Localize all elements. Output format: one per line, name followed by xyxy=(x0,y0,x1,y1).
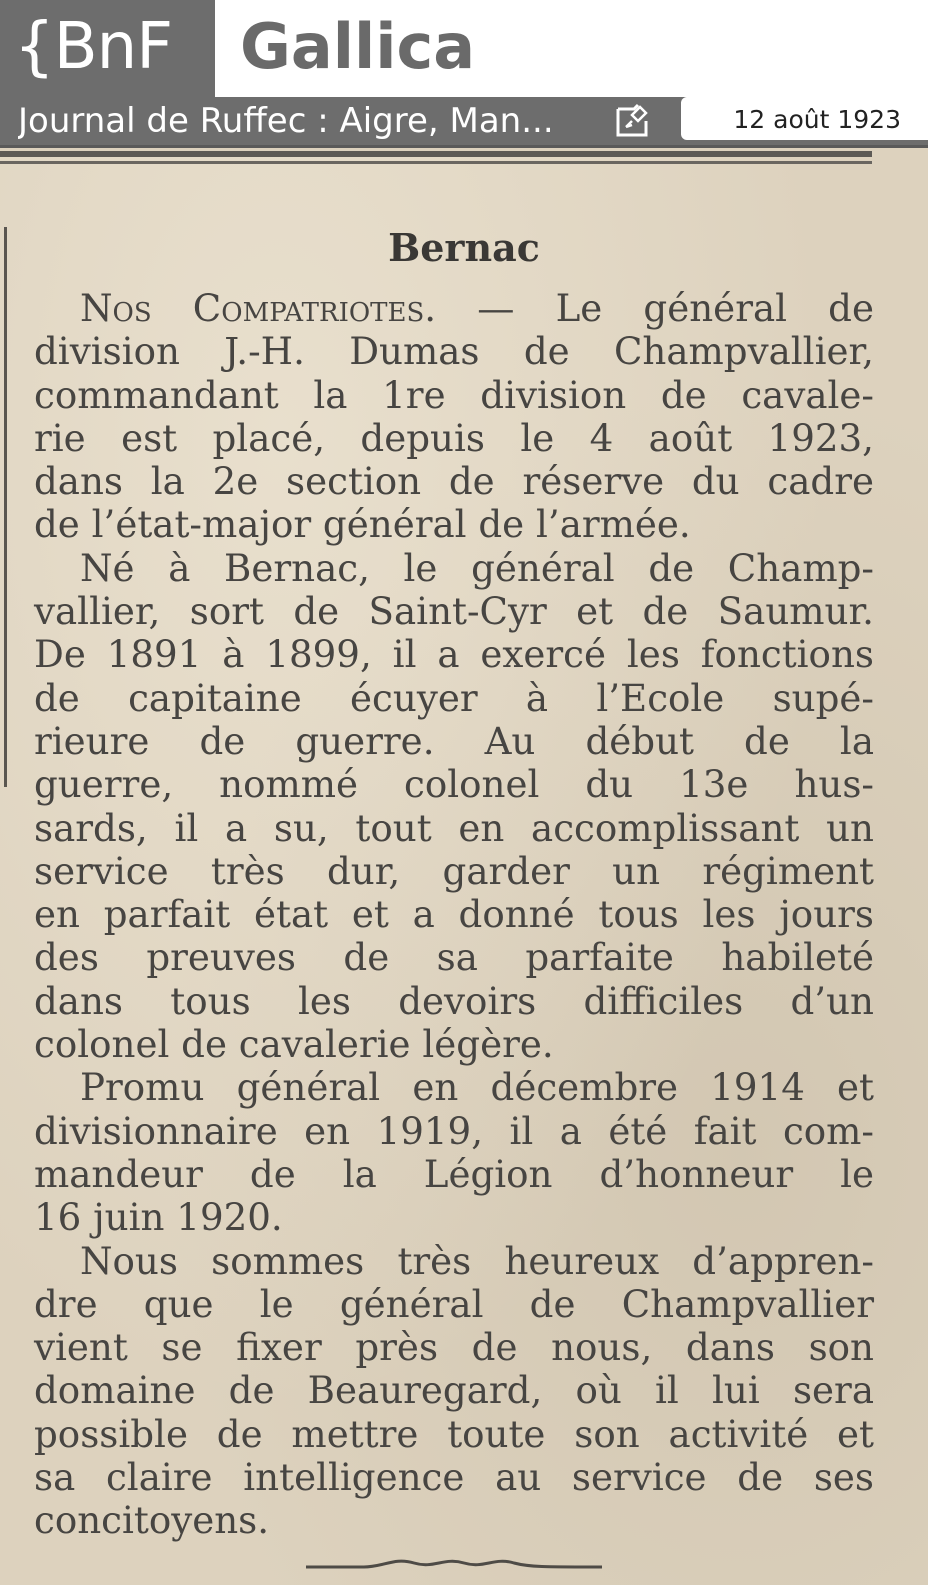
bnf-logo[interactable] xyxy=(0,0,215,97)
app-header xyxy=(0,0,928,97)
article-line: dans la 2e section de réserve du cadre xyxy=(34,459,874,504)
column-rule-top xyxy=(0,151,872,157)
article-line: dans tous les devoirs difficiles d’un xyxy=(34,978,874,1023)
article-line: possible de mettre toute son activité et xyxy=(34,1411,874,1456)
issue-date-selector[interactable] xyxy=(681,97,928,140)
article-paragraph xyxy=(34,1066,874,1239)
share-edit-icon[interactable] xyxy=(612,101,652,141)
article-line: rieure de guerre. Au début de la xyxy=(34,718,874,763)
article-paragraph xyxy=(34,1240,874,1543)
article-line: colonel de cavalerie légère. xyxy=(34,1022,554,1067)
document-title[interactable]: Journal de Ruffec : Aigre, Man... xyxy=(18,101,554,141)
app-title: Gallica xyxy=(240,10,476,83)
article-line: sards, il a su, tout en accomplissant un xyxy=(34,805,874,850)
article-line-rest: — Le général de xyxy=(436,286,874,330)
article-line: division J.-H. Dumas de Champvallier, xyxy=(34,329,874,374)
article-line: de capitaine écuyer à l’Ecole supé- xyxy=(34,675,874,720)
article-line: en parfait état et a donné tous les jours xyxy=(34,892,874,937)
article-body xyxy=(34,287,874,1543)
article-line: vallier, sort de Saint-Cyr et de Saumur. xyxy=(34,589,874,634)
article-line: rie est placé, depuis le 4 août 1923, xyxy=(34,415,874,460)
document-title-bar xyxy=(0,97,928,148)
article-paragraph xyxy=(34,287,874,547)
article-line xyxy=(34,287,874,330)
article-line: guerre, nommé colonel du 13e hus- xyxy=(34,762,874,807)
article-line: concitoyens. xyxy=(34,1498,270,1543)
article-line: domaine de Beauregard, où il lui sera xyxy=(34,1368,874,1413)
article-line: dre que le général de Champvallier xyxy=(34,1281,874,1326)
article-paragraph xyxy=(34,547,874,1067)
issue-date: 12 août 1923 xyxy=(733,105,901,134)
end-ornament xyxy=(304,1553,604,1577)
article-line-lead: Nos Compatriotes. xyxy=(80,286,437,330)
article-line: divisionnaire en 1919, il a été fait com- xyxy=(34,1108,874,1153)
article-line: des preuves de sa parfaite habileté xyxy=(34,935,874,980)
article-line: De 1891 à 1899, il a exercé les fonctions xyxy=(34,632,874,677)
article-line: mandeur de la Légion d’honneur le xyxy=(34,1151,874,1196)
article-line: Né à Bernac, le général de Champ- xyxy=(80,545,874,590)
article-line: Promu général en décembre 1914 et xyxy=(80,1065,874,1110)
article-line: commandant la 1re division de cavale- xyxy=(34,372,874,417)
article-line: vient se fixer près de nous, dans son xyxy=(34,1325,874,1370)
bnf-logo-text: {BnF xyxy=(14,10,172,84)
column-rule-top-thin xyxy=(0,161,872,164)
article-line: Nous sommes très heureux d’appren- xyxy=(80,1238,874,1283)
column-rule-left xyxy=(4,227,7,787)
article-line: sa claire intelligence au service de ses xyxy=(34,1455,874,1500)
article-line: de l’état-major général de l’armée. xyxy=(34,502,691,547)
newspaper-page-scan[interactable] xyxy=(0,151,928,1585)
article-heading: Bernac xyxy=(388,225,540,270)
article-line: 16 juin 1920. xyxy=(34,1195,283,1240)
article-line: service très dur, garder un régiment xyxy=(34,848,874,893)
